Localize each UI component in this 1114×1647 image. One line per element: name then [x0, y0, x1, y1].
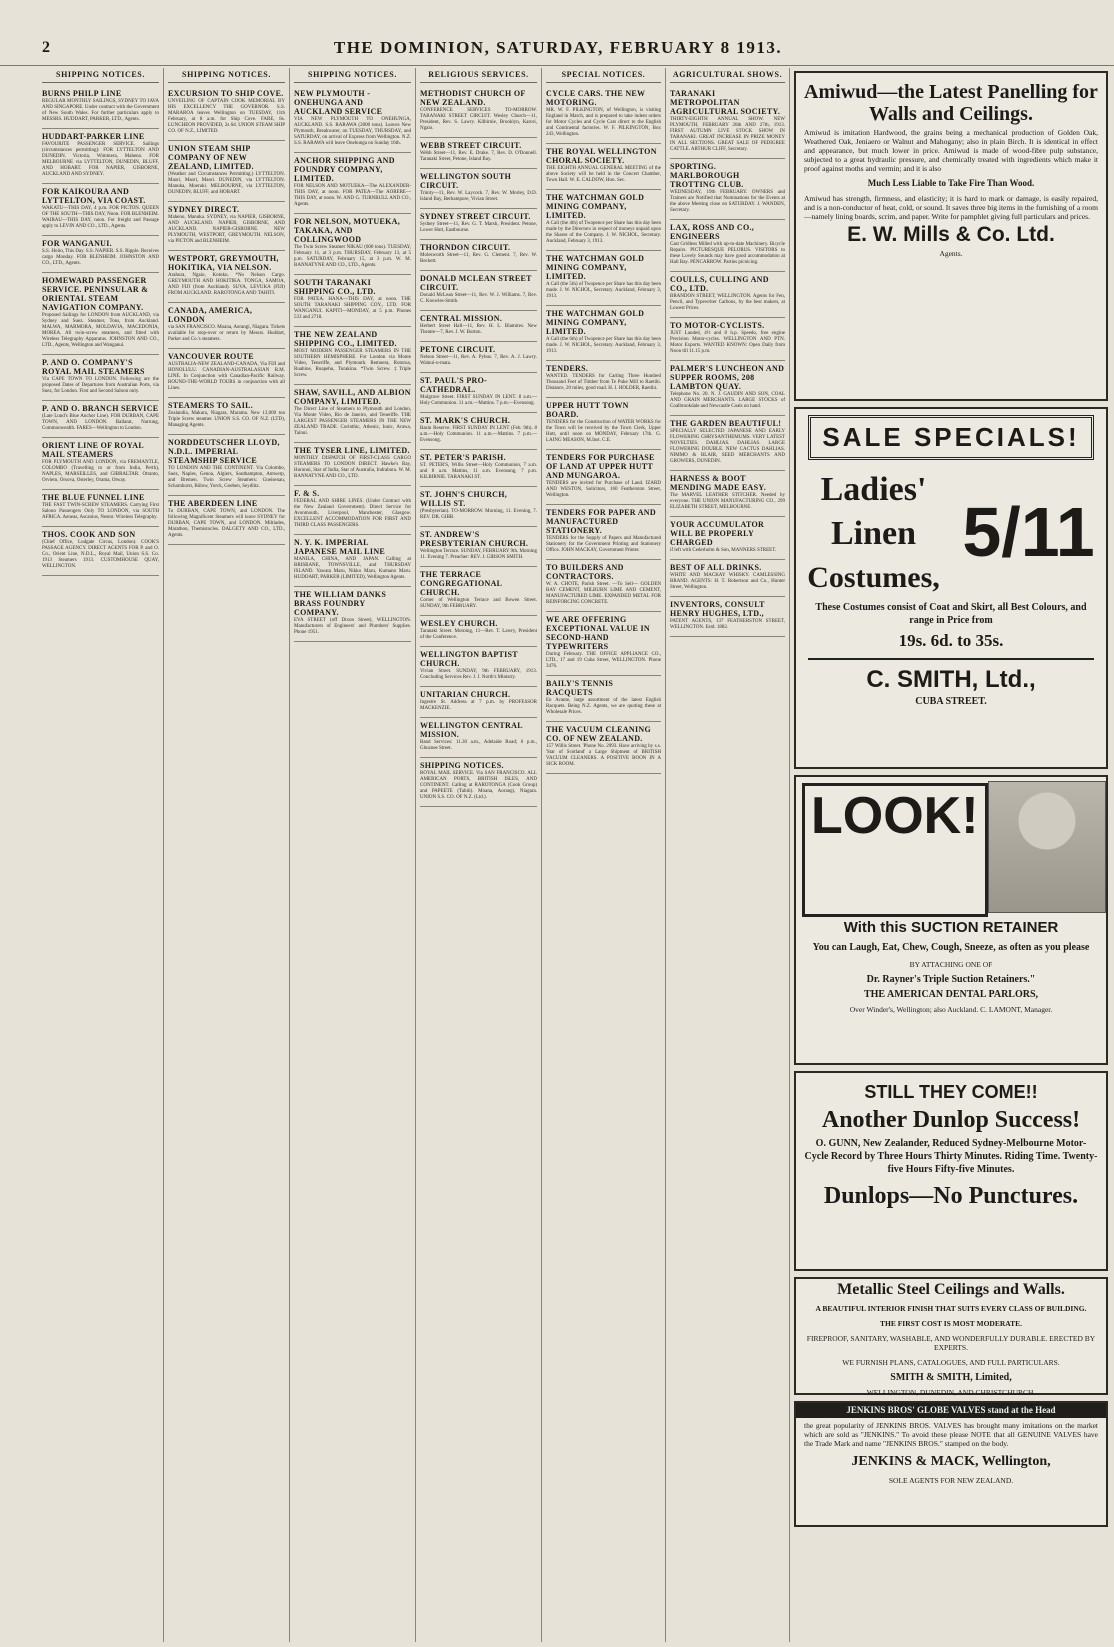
notice — [670, 86, 785, 159]
notice-title: TO MOTOR-CYCLISTS. — [670, 321, 765, 330]
notice — [420, 687, 537, 718]
notice-title: DONALD MCLEAN STREET CIRCUIT. — [420, 274, 532, 292]
notice-text: UNVEILING OF CAPTAIN COOK MEMORIAL BY HIS EXCELLENCY THE GOVERNOR. S.S. MARAROA leaves Wellington on TUESDAY, 11th February, at 8 a.m. for Ship Cove. FARE, 8s. LUNCHEON PROVIDED, 2s 6d. UNION STEAM SHIP CO. OF N.Z., LIMITED. — [168, 99, 285, 134]
notice — [420, 487, 537, 527]
sale-headline-3: Costumes, — [807, 561, 940, 594]
notice — [670, 471, 785, 517]
notice-text: The MARVEL LEATHER STITCHER. Needed by everyone. THE UNION MANUFACTURING CO., 299 ELIZABETH STREET, MELBOURNE. — [670, 493, 785, 510]
notice-text: FOR PLYMOUTH AND LONDON, via FREMANTLE, COLOMBO (Travelling to or from India, Perth), NAPLES, MARSEILLES, and GIBRALTAR. Otranto, Orvieto, Orsova, Osterley, Orama, Otway. — [42, 460, 159, 483]
notice-title: P. AND O. BRANCH SERVICE — [42, 404, 159, 413]
notice-text: MOST MODERN PASSENGER STEAMERS IN THE SOUTHERN HEMISPHERE. For London via Monte Video, Teneriffe, and Plymouth. Remuera, Rotorua, Ruahine, Ruapehu, Turakina. *Twin Screw. ‡Triple Screw. — [294, 349, 411, 378]
notice-title: SOUTH TARANAKI SHIPPING CO., LTD. — [294, 278, 376, 296]
notice-text: A Call (the 5th) of Twopence per Share has this day been made. J. W. NICHOL, Secretary. Auckland, February 3, 1913. — [546, 282, 661, 299]
notice-title: UNION STEAM SHIP COMPANY OF NEW ZEALAND, LIMITED. — [168, 144, 254, 171]
dental-firm: THE AMERICAN DENTAL PARLORS, — [863, 989, 1039, 1000]
notice — [546, 144, 661, 190]
jenkins-headline: JENKINS BROS' GLOBE VALVES stand at the Head — [796, 1403, 1106, 1418]
notice-title: ST. JOHN'S CHURCH, WILLIS ST. — [420, 490, 508, 508]
notice-text: VIA NEW PLYMOUTH TO ONEHUNGA, AUCKLAND. S.S. RARAWA (2000 tons). Leaves New Plymouth, Breakwater, on TUESDAY, THURSDAY, and SATURDAY, on arrival of Express from Wellington. N.Z. S.S. RARAWA will leave Onehunga on Sunday 16th. — [294, 117, 411, 146]
notice-text: Wellington Terrace. SUNDAY, FEBRUARY 9th. Morning 11. Evening 7. Preacher: REV. J. GIBSON SMITH. — [420, 549, 537, 560]
notice — [294, 327, 411, 385]
notice-text: WEDNESDAY, 19th FEBRUARY. OWNERS and Trainers are Notified that Nominations for the Events at the above Meeting close on SATURDAY. J. WANDEN, Secretary. — [670, 190, 785, 213]
metallic-headline: Metallic Steel Ceilings and Walls. — [837, 1281, 1065, 1298]
notice — [168, 496, 285, 545]
notice — [546, 190, 661, 251]
notice-title: VANCOUVER ROUTE — [168, 352, 254, 361]
notice-title: FOR KAIKOURA AND LYTTELTON, VIA COAST. — [42, 187, 146, 205]
notice — [42, 401, 159, 438]
dunlop-headline-2: Another Dunlop Success! — [821, 1107, 1081, 1133]
column-heading: SHIPPING NOTICES. — [42, 68, 159, 83]
notice-text: AUSTRALIA-NEW ZEALAND-CANADA, Via FIJI and HONOLULU. CANADIAN-AUSTRALASIAN R.M. LINE. In Conjunction with Canadian-Pacific Railway. ROUND-THE-WORLD TOURS in conjunction with all Lines. — [168, 362, 285, 391]
notice — [420, 450, 537, 487]
notice — [294, 535, 411, 587]
notice-title: NEW PLYMOUTH - ONEHUNGA AND AUCKLAND SERVICE — [294, 89, 383, 116]
notice-title: ST. PAUL'S PRO-CATHEDRAL. — [420, 376, 488, 394]
dental-advertisement — [794, 775, 1108, 1065]
dunlop-advertisement — [794, 1071, 1108, 1271]
notice — [546, 560, 661, 612]
notice-title: FOR WANGANUI. — [42, 239, 112, 248]
column-5 — [542, 68, 666, 1642]
notice-text: SPECIALLY SELECTED JAPANESE AND EARLY FLOWERING CHRYSANTHEMUMS. VERY LATEST NOVELTIES. DAHLIAS. DAHLIAS. LARGE FLOWERING DOUBLE. NEW CACTUS DAHLIAS. NIMMO & BLAIR, SEED MERCHANTS AND GROWERS, DUNEDIN. — [670, 429, 785, 464]
notice-title: THE WILLIAM DANKS BRASS FOUNDRY COMPANY. — [294, 590, 387, 617]
notice — [42, 129, 159, 184]
notice-text: THIRTY-EIGHTH ANNUAL SHOW. NEW PLYMOUTH, FEBRUARY 26th AND 27th, 1913. FIRST AUTUMN LIVE STOCK SHOW IN TARANAKI. GREAT INCREASE IN PRIZE MONEY IN ALL SECTIONS. GREAT SALE OF PEDIGREE CATTLE. ARTHUR CLIFF, Secretary. — [670, 117, 785, 152]
notice-text: (Weather and Circumstances Permitting.) LYTTELTON. Maori, Maori, Maori. DUNEDIN, via LYTTELTON. Manuka, Moeraki. MELBOURNE, via LYTTELTON, DUNEDIN, BLUFF, and HOBART. — [168, 172, 285, 195]
notice-title: BEST OF ALL DRINKS. — [670, 563, 762, 572]
notice-title: THORNDON CIRCUIT. — [420, 243, 511, 252]
amiwud-headline: Amiwud—the Latest Panelling for Walls and Ceilings. — [804, 81, 1098, 125]
jenkins-firm: JENKINS & MACK, Wellington, — [851, 1454, 1051, 1469]
notice — [420, 240, 537, 271]
notice-title: THE WATCHMAN GOLD MINING COMPANY, LIMITED. — [546, 193, 645, 220]
notice — [420, 413, 537, 450]
notice-text: Arahura, Ngaio, Kotuku. *No Nelson Cargo. GREYMOUTH AND HOKITIKA. TONGA, SAMOA, AND FIJI (from Auckland). SUVA, LEVUKA (FIJI) FROM AUCKLAND. RAROTONGA AND TAHITI. — [168, 273, 285, 296]
notice-text: Herbert Street Hall—11, Rev. H. L. Blamires. New Theatre—7, Rev. J. W. Burton. — [420, 324, 537, 335]
notice — [420, 311, 537, 342]
notice-text: The Twin Screw Steamer NIKAU (600 tons). TUESDAY, February 11, at 3 p.m. THURSDAY, February 13, at 5 p.m. SATURDAY, February 15, at 3 p.m. W. M. BANNATYNE AND CO., LTD., Agents. — [294, 245, 411, 268]
amiwud-body: Amiwud is imitation Hardwood, the grains being a mechanical production of Golden Oak, Weathered Oak, Jeniaero or Walnut and Mahogany; also in plain Birch. It is identical in effect and appearance, but much lower in price. Amiwud is made of wood-fibre pulp substance, subjected to a great hydraulic pressure, and chemically treated with ingredients which make it proof against moths and vermin; and it is also — [804, 128, 1098, 173]
notice-title: WELLINGTON CENTRAL MISSION. — [420, 721, 523, 739]
notice-title: SYDNEY DIRECT. — [168, 205, 240, 214]
notice-text: During February. THE OFFICE APPLIANCE CO., LTD., 17 and 19 Cuba Street, WELLINGTON. Phone 3476. — [546, 652, 661, 669]
look-headline: LOOK! — [802, 783, 988, 917]
notice-title: YOUR ACCUMULATOR WILL BE PROPERLY CHARGED — [670, 520, 765, 547]
notice-title: WESTPORT, GREYMOUTH, HOKITIKA, VIA NELSON. — [168, 254, 279, 272]
dental-line-3: BY ATTACHING ONE OF — [909, 960, 993, 969]
notice — [670, 597, 785, 637]
notice-title: THE WATCHMAN GOLD MINING COMPANY, LIMITED. — [546, 309, 645, 336]
notice — [420, 373, 537, 413]
notice — [670, 416, 785, 471]
notice-text: 157 Willis Street. 'Phone No. 2993. Have arriving by s.s. 'Star of Scotland' a Large Shipment of BRITISH VACUUM CLEANERS. A POSITIVE BOON IN A SICK ROOM. — [546, 744, 661, 767]
notice-text: REGULAR MONTHLY SAILINGS, SYDNEY TO JAVA AND SINGAPORE. Under contract with the Government of New South Wales. For further particulars apply to MESSRS. HUDDART, PARKER, LTD., Agents. — [42, 99, 159, 122]
notice — [294, 275, 411, 327]
sale-banner: SALE SPECIALS! — [808, 415, 1094, 460]
notice-title: METHODIST CHURCH OF NEW ZEALAND. — [420, 89, 526, 107]
notice-title: COULLS, CULLING AND CO., LTD. — [670, 275, 769, 293]
column-1 — [38, 68, 164, 1642]
notice — [420, 616, 537, 647]
notice-title: LAX, ROSS AND CO., ENGINEERS — [670, 223, 755, 241]
notice-text: (Late Lund's Blue Anchor Line). FOR DURBAN, CAPE TOWN, AND LONDON. Ballarat, Narrung, Commonwealth. FARES—Wellington to London. — [42, 414, 159, 431]
notice-title: F. & S. — [294, 489, 320, 498]
notice — [420, 527, 537, 567]
notice — [546, 86, 661, 144]
notice-title: TARANAKI METROPOLITAN AGRICULTURAL SOCIETY. — [670, 89, 781, 116]
notice-title: WE ARE OFFERING EXCEPTIONAL VALUE IN SECOND-HAND TYPEWRITERS — [546, 615, 650, 651]
notice — [546, 722, 661, 774]
notice-text: Vivian Street. SUNDAY, 9th FEBRUARY, 1913. Concluding Services Rev. J. J. North's Ministry. — [420, 669, 537, 680]
notice-text: Donald McLean Street—11, Rev. W. J. Williams. 7, Rev. C. Knowles-Smith. — [420, 293, 537, 304]
notice-title: TENDERS. — [546, 364, 589, 373]
masthead — [0, 30, 1114, 66]
notice-text: FOR PATEA. HANA—THIS DAY, at noon. THE SOUTH TARANAKI SHIPPING COY., LTD. FOR WANGANUI. KAPITI—MONDAY, at 5 p.m. Phones 533 and 2718. — [294, 297, 411, 320]
notice — [42, 490, 159, 527]
notice — [670, 159, 785, 220]
notice-title: NORDDEUTSCHER LLOYD, N.D.L. IMPERIAL STEAMSHIP SERVICE — [168, 438, 280, 465]
notice-text: THE EIGHTH ANNUAL GENERAL MEETING of the above Society will be held in the Concert Chamber, Town Hall. W. E. CALDOW, Hon. Sec. — [546, 166, 661, 183]
notice — [168, 303, 285, 349]
notice — [42, 236, 159, 273]
notice — [294, 86, 411, 153]
notice — [670, 220, 785, 272]
dunlop-body: O. GUNN, New Zealander, Reduced Sydney-Melbourne Motor-Cycle Record by Three Hours Thirty Minutes. Riding Time. Twenty-five Hours Fifty-five Minutes. — [804, 1138, 1098, 1175]
notice-text: Trinity—11, Rev. W. Laycock. 7, Rev. W. Morley, D.D. Island Bay, Berhampore, Vivian Street. — [420, 191, 537, 202]
notice-text: FAVOURITE PASSENGER SERVICE. Sailings (circumstances permitting): FOR LYTTELTON AND DUNEDIN. Victoria, Wimmera, Maheno. FOR MELBOURNE via LYTTELTON, DUNEDIN, BLUFF, AND HOBART. FOR NAPIER, GISBORNE, AUCKLAND AND SYDNEY. — [42, 142, 159, 177]
notice-title: INVENTORS, CONSULT HENRY HUGHES, LTD., — [670, 600, 765, 618]
column-heading: SHIPPING NOTICES. — [168, 68, 285, 83]
notice-title: CENTRAL MISSION. — [420, 314, 503, 323]
dental-address: Over Winder's, Wellington; also Auckland. C. LAMONT, Manager. — [849, 1005, 1053, 1014]
notice — [168, 349, 285, 398]
notice — [546, 450, 661, 505]
notice-text: BRANDON STREET, WELLINGTON. Agents for Fen, Pencil, and Typewriter Carbons, by the best makers, at Lowest Prices. — [670, 294, 785, 311]
notice — [294, 153, 411, 214]
notice-title: STEAMERS TO SAIL. — [168, 401, 254, 410]
dental-line-4: Dr. Rayner's Triple Suction Retainers." — [866, 974, 1036, 985]
notice-text: Sydney Street—11, Rev. G. T. Marsh, President. Petone, Lower Hutt, Eastbourne. — [420, 222, 537, 233]
amiwud-company-sub: Agents. — [939, 249, 963, 258]
notice — [670, 272, 785, 318]
notice — [670, 361, 785, 416]
notice-title: BAILY'S TENNIS RACQUETS — [546, 679, 614, 697]
notice-title: ORIENT LINE OF ROYAL MAIL STEAMERS — [42, 441, 144, 459]
metallic-sub: A BEAUTIFUL INTERIOR FINISH THAT SUITS EVERY CLASS OF BUILDING. — [815, 1304, 1087, 1313]
notice — [546, 676, 661, 722]
notice-text: A Call (the 4th) of Twopence per Share has this day been made by the Directors in respect of moneys unpaid upon the Shares of the Company. J. W. NICHOL, Secretary. Auckland, February 3, 1913. — [546, 221, 661, 244]
metallic-cities: WELLINGTON, DUNEDIN, AND CHRISTCHURCH. — [866, 1388, 1036, 1397]
notice-title: SYDNEY STREET CIRCUIT. — [420, 212, 531, 221]
sale-shop-name: C. SMITH, Ltd., — [866, 666, 1036, 693]
jenkins-body: the great popularity of JENKINS BROS. VALVES has brought many imitations on the market which are sold as "JENKINS." To avoid these please NOTE that all GENUINE VALVES have the Trade Mark and name "JENKINS BROS." stamped on the body. — [804, 1421, 1098, 1448]
notice — [420, 567, 537, 616]
column-4 — [416, 68, 542, 1642]
notice — [294, 214, 411, 275]
notice-text: Nelson Street—11, Rev. A. Pybus. 7, Rev. A. J. Lawry. Wainui-o-mata. — [420, 355, 537, 366]
sale-price: 5/11 — [962, 493, 1095, 571]
notice-text: W. A. CHOTE, Parish Street. —To Sell— GOLDEN BAY CEMENT, MILBURN LIME AND CEMENT, MANUFACTURED LIME. EXPANDED METAL FOR REINFORCING CONCRETE. — [546, 582, 661, 605]
notice — [42, 355, 159, 401]
notice — [168, 141, 285, 202]
notice-text: TO LONDON AND THE CONTINENT. Via Colombo, Suez, Naples, Genoa, Algiers, Southampton, Antwerp, and Bremen. Twin Screw Steamers: Gneisenau, Scharnhorst, Bülow, Yorck, Goeben, Seydlitz. — [168, 466, 285, 489]
notice-text: FEDERAL AND SHIRE LINES. (Under Contract with the New Zealand Government). Direct Service for Avonmouth, Liverpool, Manchester, Glasgow. EXCELLENT ACCOMMODATION FOR FIRST AND THIRD CLASS PASSENGERS. — [294, 499, 411, 528]
notice-text: WHITE AND MACKAY WHISKY. CAMLESSING BRAND. AGENTS: H. T. Robertson and Co., Hunter Street, Wellington. — [670, 573, 785, 590]
jenkins-sub: SOLE AGENTS FOR NEW ZEALAND. — [888, 1476, 1014, 1485]
column-heading: SPECIAL NOTICES. — [546, 68, 661, 83]
notice-text: Molesworth Street—11, Rev. G. Clement. 7, Rev. W. Beckett. — [420, 253, 537, 264]
notice — [420, 342, 537, 373]
notice-text: Corner of Wellington Terrace and Bowen Street. SUNDAY, 9th FEBRUARY. — [420, 598, 537, 609]
notice-text: En Avante, large assortment of the latest English Racquets. Being N.Z. Agents, we are quoting these at Wholesale Prices. — [546, 698, 661, 715]
sale-headline-2: Linen — [830, 515, 917, 552]
notice — [420, 86, 537, 138]
notice-text: FOR NELSON AND MOTUEKA—The ALEXANDER-THIS DAY, at noon. FOR PATEA—The AORERE—THIS DAY, at noon. W. AND G. TURNBULL AND CO., Agents. — [294, 184, 411, 207]
notice-text: ST. PETER'S, Willis Street—Holy Communion, 7 a.m. and 8 a.m. Mattins, 11 a.m. Evensong, 7 p.m. KILBIRNIE. TARANAKI ST. — [420, 463, 537, 480]
notice-text: if left with Cederholm & Son, MANNERS STREET. — [670, 548, 777, 553]
metallic-cost: THE FIRST COST IS MOST MODERATE. — [880, 1319, 1022, 1328]
notice-title: PALMER'S LUNCHEON AND SUPPER ROOMS, 208 LAMBTON QUAY. — [670, 364, 785, 391]
notice-title: THOS. COOK AND SON — [42, 530, 136, 539]
notice-title: BURNS PHILP LINE — [42, 89, 122, 98]
notice — [420, 271, 537, 311]
notice-title: CANADA, AMERICA, LONDON — [168, 306, 253, 324]
notice-text: Ingestre St. Address at 7 p.m. by PROFESSOR MACKENZIE. — [420, 700, 537, 711]
notice-text: THE FAST TWIN-SCREW STEAMERS. Carrying First Saloon Passengers Only TO LONDON, via SOUTH AFRICA. Aeneas, Ascanius, Nestor. Wireless Telegraphy. — [42, 503, 159, 520]
notice — [420, 647, 537, 687]
notice — [420, 758, 537, 807]
notice — [168, 202, 285, 251]
notice-text: ROYAL MAIL SERVICE. Via SAN FRANCISCO. ALL AMERICAN PORTS, BRITISH ISLES, AND CONTINENT. Calling at RAROTONGA (Cook Group) and PAPEETE (Tahiti). Moana, Aorangi, Niagara. UNION S.S. CO. OF N.Z. (Ltd.). — [420, 771, 537, 800]
notice-text: CONFERENCE SERVICES TO-MORROW. TARANAKI STREET CIRCUIT. Wesley Church—11, President, Rev. S. Lawry. Kilbirnie, Brooklyn, Karori, Ngaio. — [420, 108, 537, 131]
metallic-firm: SMITH & SMITH, Limited, — [890, 1372, 1012, 1383]
notice-title: TENDERS FOR PAPER AND MANUFACTURED STATIONERY. — [546, 508, 656, 535]
sale-body: These Costumes consist of Coat and Skirt, all Best Colours, and range in Price from — [815, 602, 1087, 626]
column-6 — [666, 68, 790, 1642]
dental-line-1: With this SUCTION RETAINER — [843, 919, 1059, 936]
notice — [168, 86, 285, 141]
notice-text: MONTHLY DISPATCH OF FIRST-CLASS CARGO STEAMERS TO LONDON DIRECT. Hawke's Bay, Hurunui, Star of India, Star of Australia, Indrabura. W. M. BANNATYNE AND CO., LTD. — [294, 456, 411, 479]
sale-headline-1: Ladies' — [820, 471, 927, 508]
notice-text: Taranaki Street. Morning, 11—Rev. T. Lawry, President of the Conference. — [420, 629, 537, 640]
notice — [294, 385, 411, 443]
notice — [294, 486, 411, 535]
notice — [420, 138, 537, 169]
notice — [294, 443, 411, 486]
notice-title: EXCURSION TO SHIP COVE. — [168, 89, 284, 98]
notice-title: THE NEW ZEALAND SHIPPING CO., LIMITED. — [294, 330, 397, 348]
sale-shop-street: CUBA STREET. — [915, 696, 987, 707]
notice-text: Band Services: 11.30 a.m., Adelaide Road; 6 p.m., Ghuznee Street. — [420, 740, 537, 751]
notice-text: TENDERS are invited for Purchase of Land. IZARD AND WESTON, Solicitors, 160 Featherston Street, Wellington. — [546, 481, 661, 498]
notice-text: Zealandia, Makura, Niagara, Marama. New 13,000 ton Triple Screw steamer. UNION S.S. CO. OF N.Z. (LTD), Managing Agents. — [168, 411, 285, 428]
metallic-ceilings-advertisement — [794, 1277, 1108, 1395]
column-heading: AGRICULTURAL SHOWS. — [670, 68, 785, 83]
notice — [168, 251, 285, 303]
notice-title: THE TYSER LINE, LIMITED. — [294, 446, 410, 455]
notice-text: JUST Landed, 4½ and 8 h.p. Speedo, free engine Precision Motor-cycles. WELLINGTON AND PTN. Motor Exports. WANTED KNOWN: Open Daily from Noon till 11.15 p.m. — [670, 331, 785, 354]
notice — [546, 398, 661, 450]
notice — [294, 587, 411, 642]
notice-title: ST. MARK'S CHURCH. — [420, 416, 511, 425]
amiwud-body-2: Amiwud has strength, firmness, and elasticity; it is hard to mark or damage, is easily repaired, and is a non-conductor of heat, cold, or sound. It saves three big items in the furnishing of a room—namely lining boards, scrim, and paper. Write for pamphlet giving full particulars and prices. — [804, 194, 1098, 221]
column-3 — [290, 68, 416, 1642]
notice-text: Cast Gridless Milled with up-to-date Machinery. Bicycle Repairs. PICTURESQUE PELORUS. VISITORS to these Lovely Sounds may have good accommodation at Hall Bay. PENCARROW. Parties picnicing. — [670, 242, 785, 265]
notice — [42, 527, 159, 576]
advertisement-column — [790, 68, 1112, 1642]
notice-title: THE GARDEN BEAUTIFUL! — [670, 419, 782, 428]
notice-text: MANILA, CHINA, AND JAPAN. Calling at BRISBANE, TOWNSVILLE, and THURSDAY ISLAND. Yawata Maru, Nikko Maru, Kumano Maru. HUDDART, PARKER (LIMITED), Wellington Agents. — [294, 557, 411, 580]
sale-price-range: 19s. 6d. to 35s. — [898, 631, 1004, 650]
notice-title: THE WATCHMAN GOLD MINING COMPANY, LIMITED. — [546, 254, 645, 281]
notice — [546, 306, 661, 361]
notice-title: TO BUILDERS AND CONTRACTORS. — [546, 563, 624, 581]
notice — [168, 398, 285, 435]
notice — [670, 560, 785, 597]
notice — [546, 361, 661, 398]
notice-text: EVA STREET (off Dixon Street), WELLINGTON. Manufacturers of Engineers' and Plumbers' Supplies. Phone 1951. — [294, 618, 411, 635]
notice-title: SPORTING. MARLBOROUGH TROTTING CLUB. — [670, 162, 744, 189]
amiwud-company: E. W. Mills & Co. Ltd. — [847, 223, 1055, 246]
notice-title: WEBB STREET CIRCUIT. — [420, 141, 522, 150]
notice — [670, 517, 785, 560]
notice-text: PATENT AGENTS, 137 FEATHERSTON STREET, WELLINGTON. Estd. 1882. — [670, 619, 785, 630]
notice-text: (Chief Office, Ludgate Circus, London). COOK'S PASSAGE AGENCY. DIRECT AGENTS FOR P. and O. Co., Orient Line, N.D.L., Royal Mail, Union S.S. Co. 1913 Steamers 1913. CUSTOMHOUSE QUAY, WELLINGTON. — [42, 540, 159, 569]
notice-title: THE ABERDEEN LINE — [168, 499, 258, 508]
notice-text: Proposed Sailings for LONDON from AUCKLAND, via Sydney and Suez. Steamer, Tons, from Auckland. MALWA, MARMORA, MOLDAVIA, MACEDONIA, MOREA. All twin-screw steamers, and fitted with Wireless Telegraphy Apparatus. JOHNSTON AND CO., LTD., Agents, Wellington and Wanganui. — [42, 313, 159, 348]
dental-line-2: You can Laugh, Eat, Chew, Cough, Sneeze, as often as you please — [812, 942, 1090, 953]
notice-text: TENDERS for the Construction of WATER WORKS for the Town will be received by the Town Clerk, Upper Hutt, until noon on MONDAY, February 17th. G. LAING MEASON, M.Inst. C.E. — [546, 420, 661, 443]
notice-title: SHIPPING NOTICES. — [420, 761, 504, 770]
notice-title: UNITARIAN CHURCH. — [420, 690, 511, 699]
notice-title: PETONE CIRCUIT. — [420, 345, 496, 354]
notice-title: WESLEY CHURCH. — [420, 619, 498, 628]
notice-text: WANTED. TENDERS for Carting Three Hundred Thousand Feet of Timber from Te Puke Mill to Raetihi. Distance, 20 miles, good road. H. J. HOLDER, Raetihi. — [546, 374, 661, 391]
column-heading: SHIPPING NOTICES. — [294, 68, 411, 83]
notice-title: HOMEWARD PASSENGER SERVICE. PENINSULAR & ORIENTAL STEAM NAVIGATION COMPANY. — [42, 276, 149, 312]
amiwud-advertisement — [794, 71, 1108, 401]
notice-text: Mulgrave Street. FIRST SUNDAY IN LENT. 8 a.m.—Holy Communion. 11 a.m.—Mattins. 7 p.m.—Evensong. — [420, 395, 537, 406]
notice-title: THE VACUUM CLEANING CO. OF NEW ZEALAND. — [546, 725, 651, 743]
notice-title: WELLINGTON BAPTIST CHURCH. — [420, 650, 518, 668]
notice — [42, 273, 159, 355]
notice-title: FOR NELSON, MOTUEKA, TAKAKA, AND COLLINGWOOD — [294, 217, 401, 244]
notice-text: The Direct Line of Steamers to Plymouth and London, Via Monte Video, Rio de Janeiro, and Teneriffe. THE LARGEST PASSENGER STEAMERS IN THE NEW ZEALAND TRADE. Corinthic, Athenic, Ionic, Arawa, Tainui. — [294, 407, 411, 436]
notice-title: CYCLE CARS. THE NEW MOTORING. — [546, 89, 646, 107]
notice-title: TENDERS FOR PURCHASE OF LAND AT UPPER HUTT AND MUNGAROA. — [546, 453, 655, 480]
notice-title: THE ROYAL WELLINGTON CHORAL SOCIETY. — [546, 147, 657, 165]
notice — [546, 505, 661, 560]
notice-title: THE TERRACE CONGREGATIONAL CHURCH. — [420, 570, 502, 597]
notice-text: Webb Street—11, Rev. E. Drake. 7, Rev. D. O'Donnell. Taranaki Street, Petone, Island Bay. — [420, 151, 537, 162]
notice-text: WAKATU—THIS DAY, 4 p.m. FOR PICTON. QUEEN OF THE SOUTH—THIS DAY, Noon. FOR BLENHEIM. WAIRAU—THIS DAY, noon. For freight and Passage apply to LEVIN AND CO., LTD., Agents. — [42, 206, 159, 229]
notice — [546, 612, 661, 676]
notice — [420, 718, 537, 758]
notice-text: MR. W. F. PILKINGTON, of Wellington, is visiting England in March, and is prepared to take indent orders for Motor Cycles and Cycle Cars direct to the English and Continental factories. W. F. PILKINGTON, Box 243, Wellington. — [546, 108, 661, 137]
notice-title: P. AND O. COMPANY'S ROYAL MAIL STEAMERS — [42, 358, 145, 376]
notice-text: TENDERS for the Supply of Papers and Manufactured Stationery for the Government Printing and Stationery Office. JOHN MACKAY, Government Printer. — [546, 536, 661, 553]
dunlop-headline-1: STILL THEY COME!! — [864, 1082, 1038, 1102]
notice-title: SHAW, SAVILL, AND ALBION COMPANY, LIMITED. — [294, 388, 411, 406]
column-heading: RELIGIOUS SERVICES. — [420, 68, 537, 83]
notice-text: Maheno, Manuka. SYDNEY, via NAPIER, GISBORNE, AND AUCKLAND. NAPIER, GISBORNE, AND AUCKLAND. NAPIER-GISBORNE. NEW PLYMOUTH, WESTPORT, GREYMOUTH. NELSON, via PICTON and BLENHEIM. — [168, 215, 285, 244]
notice — [670, 318, 785, 361]
notice-text: A Call (the 6th) of Twopence per Share has this day been made. J. W. NICHOL, Secretary. Auckland, February 3, 1913. — [546, 337, 661, 354]
dunlop-headline-3: Dunlops—No Punctures. — [823, 1183, 1079, 1209]
sale-specials-advertisement — [794, 407, 1108, 769]
notice — [42, 86, 159, 129]
notice-title: ANCHOR SHIPPING AND FOUNDRY COMPANY, LIMITED. — [294, 156, 395, 183]
jenkins-valves-advertisement — [794, 1401, 1108, 1527]
column-2 — [164, 68, 290, 1642]
newspaper-title: THE DOMINION, SATURDAY, FEBRUARY 8 1913. — [333, 37, 783, 57]
amiwud-tagline: Much Less Liable to Take Fire Than Wood. — [867, 178, 1035, 188]
notice-title: THE BLUE FUNNEL LINE — [42, 493, 145, 502]
notice-text: Telephone No. 20. N. J. GAUDIN AND SON, COAL AND GRAIN MERCHANTS. LARGE STOCKS of Coalbrookdale and Newcastle Coals on hand. — [670, 392, 785, 409]
page-number: 2 — [42, 38, 50, 56]
notice-title: WELLINGTON SOUTH CIRCUIT. — [420, 172, 512, 190]
metallic-features: FIREPROOF, SANITARY, WASHABLE, AND WONDERFULLY DURABLE. ERECTED BY EXPERTS. — [806, 1334, 1096, 1352]
notice-text: S.S. Hoiio, This Day. S.S. NAPIER. S.S. Ripple. Receives cargo Monday. FOR BLENHEIM. JOHNSTON AND CO., LTD., Agents. — [42, 249, 159, 266]
notice-title: UPPER HUTT TOWN BOARD. — [546, 401, 629, 419]
notice — [42, 184, 159, 236]
notice-title: HARNESS & BOOT MENDING MADE EASY. — [670, 474, 767, 492]
notice-text: via SAN FRANCISCO. Moana, Aorangi, Niagara. Tickets available for stop-over or return by Messrs. Huddart, Parker and Co.'s steamers. — [168, 325, 285, 342]
notice-text: Basin Reserve. FIRST SUNDAY IN LENT (Feb. 9th). 8 a.m.—Holy Communion. 11 a.m.—Mattins. 7 p.m.—Evensong. — [420, 426, 537, 443]
notice — [420, 209, 537, 240]
notice — [42, 438, 159, 490]
metallic-catalogue: WE FURNISH PLANS, CATALOGUES, AND FULL PARTICULARS. — [842, 1358, 1060, 1367]
notice — [420, 169, 537, 209]
notice-title: N. Y. K. IMPERIAL JAPANESE MAIL LINE — [294, 538, 386, 556]
notice-text: (Presbyterian). TO-MORROW. Morning, 11. Evening, 7. REV. DR. GIBB. — [420, 509, 537, 520]
notice-title: ST. PETER'S PARISH. — [420, 453, 506, 462]
advertisement-illustration — [988, 781, 1106, 913]
notice-text: Via CAPE TOWN TO LONDON. Following are the proposed Dates of Departures from Australian Ports, via Suez, for London. First and Second Saloon only. — [42, 377, 159, 394]
notice-title: ST. ANDREW'S PRESBYTERIAN CHURCH. — [420, 530, 529, 548]
notice-text: To DURBAN, CAPE TOWN, and LONDON. The following Magnificent Steamers will leave SYDNEY for DURBAN, CAPE TOWN, and LONDON. Miltiades, Marathon, Themistocles. DALGETY AND CO., LTD., Agents. — [168, 509, 285, 538]
notice — [168, 435, 285, 496]
notice-title: HUDDART-PARKER LINE — [42, 132, 145, 141]
notice — [546, 251, 661, 306]
